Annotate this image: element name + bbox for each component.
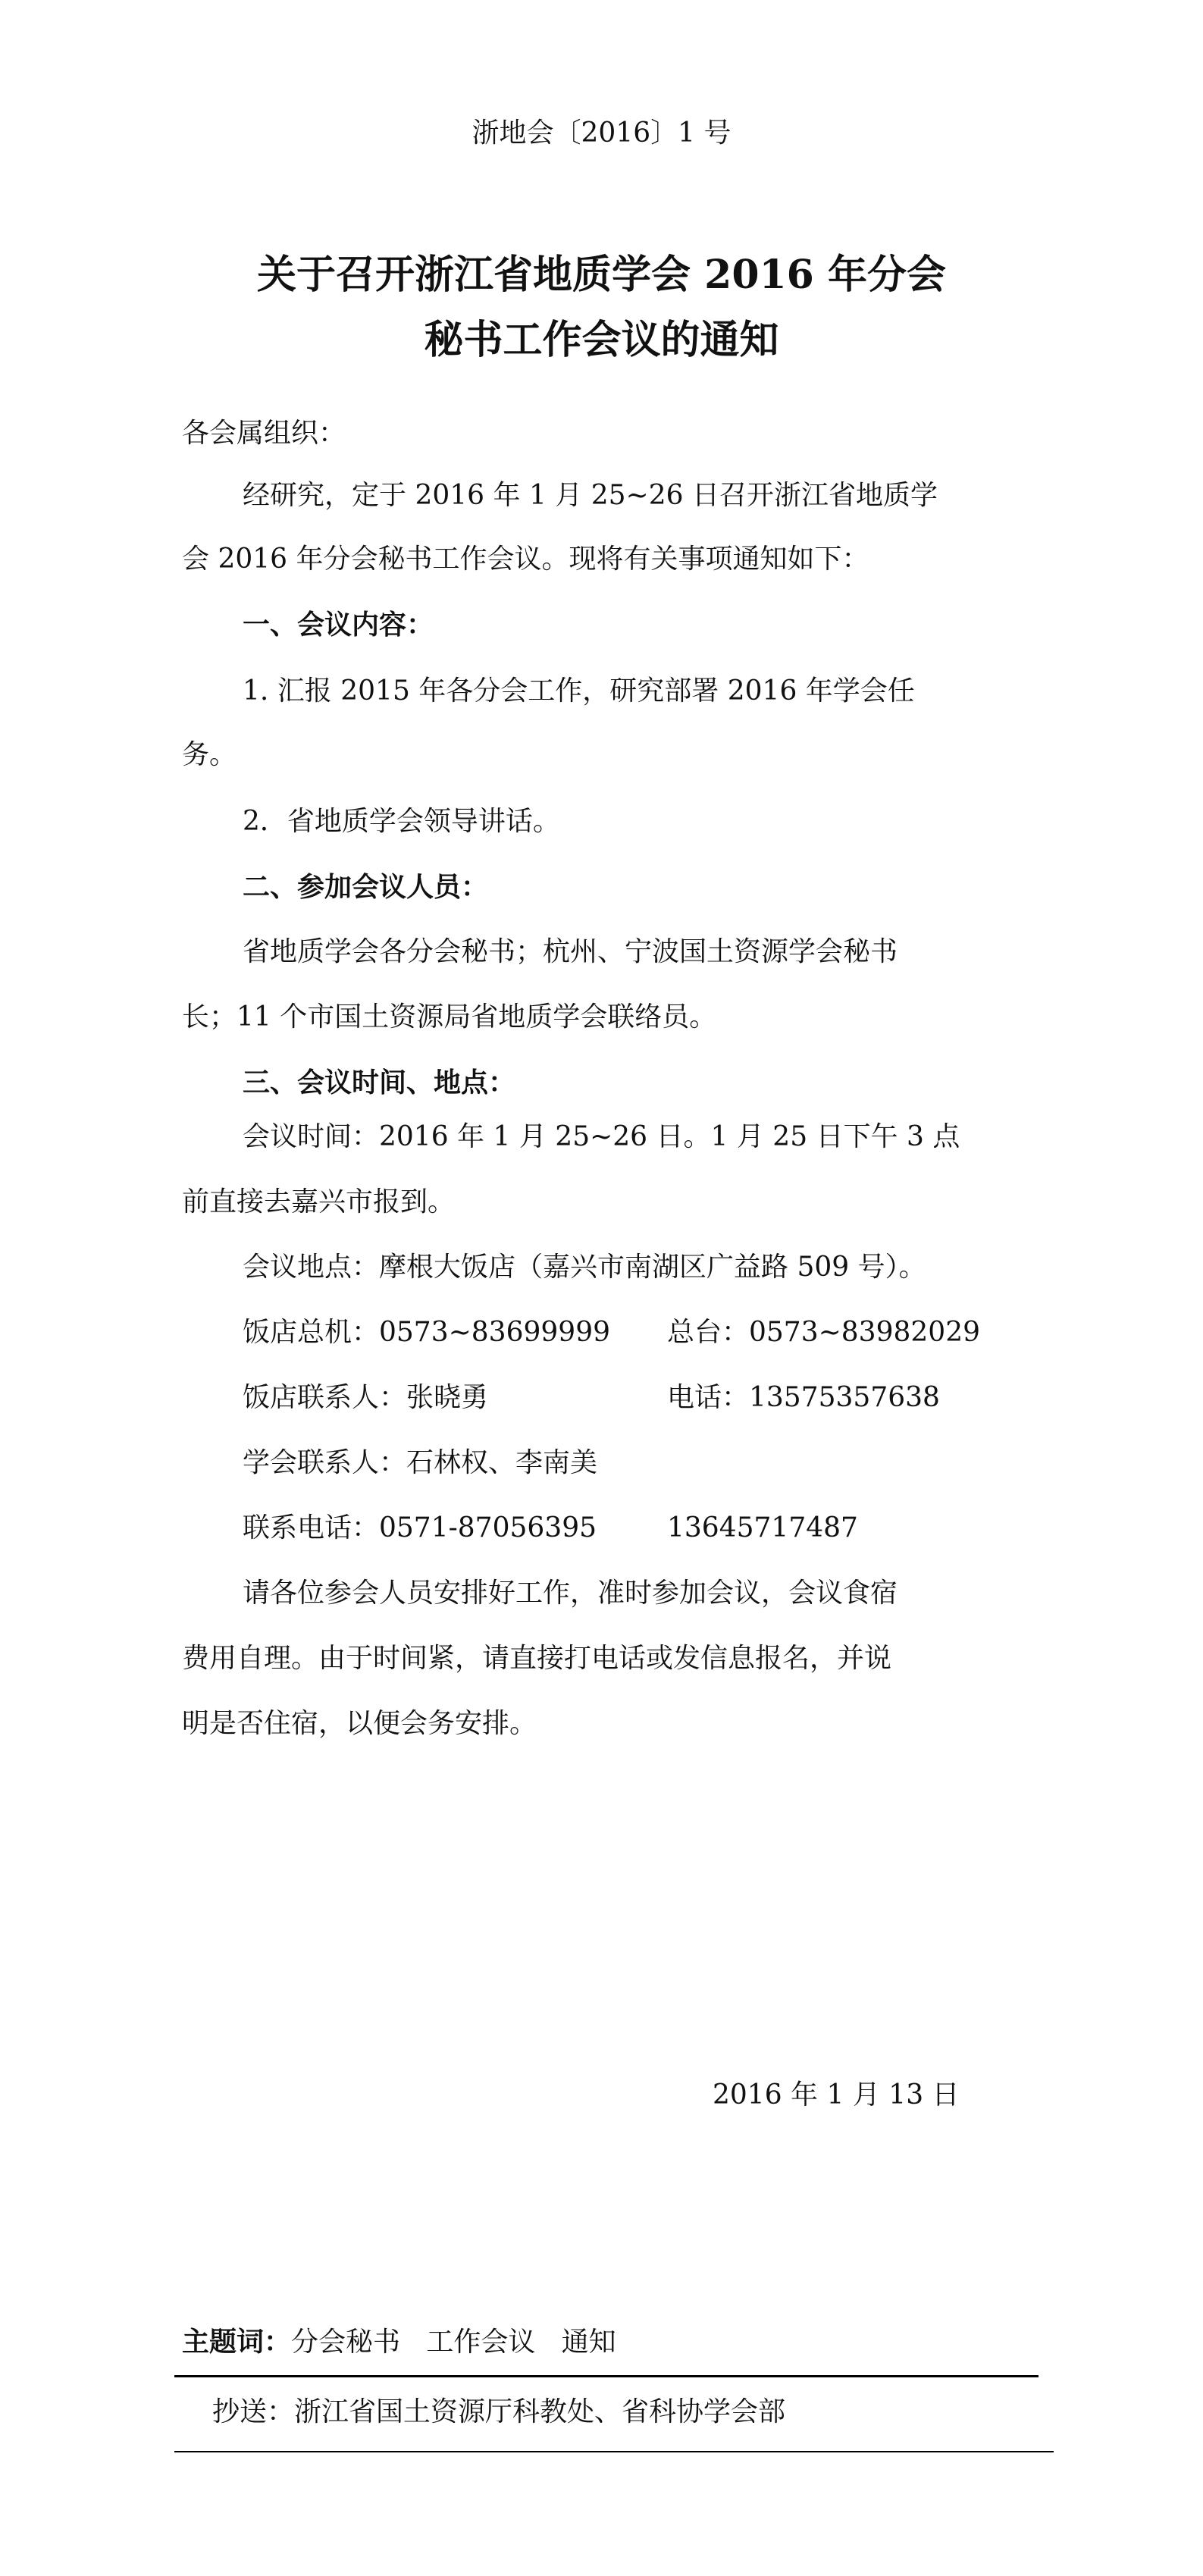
section-1-heading: 一、会议内容： [243,609,434,641]
hotel-contact: 饭店联系人：张晓勇 [243,1382,489,1413]
hotel-main-phone: 饭店总机：0573~83699999 [243,1317,611,1348]
document-number: 浙地会〔2016〕1 号 [471,118,732,149]
salutation: 各会属组织： [182,418,346,449]
time-line-1: 会议时间：2016 年 1 月 25~26 日。1 月 25 日下午 3 点 [243,1121,960,1152]
document-title-line-2: 秘书工作会议的通知 [424,317,779,363]
venue: 会议地点：摩根大饭店（嘉兴市南湖区广益路 509 号）。 [243,1252,926,1283]
contact-phone: 联系电话：0571-87056395 [243,1512,597,1543]
closing-line-3: 明是否住宿，以便会务安排。 [182,1708,537,1739]
closing-line-2: 费用自理。由于时间紧，请直接打电话或发信息报名，并说 [182,1643,892,1674]
intro-line-2: 会 2016 年分会秘书工作会议。现将有关事项通知如下： [182,544,869,575]
hotel-switchboard: 总台：0573~83982029 [667,1317,981,1348]
section-3-heading: 三、会议时间、地点： [243,1067,516,1098]
hotel-contact-phone: 电话：13575357638 [667,1382,940,1413]
subject-keywords [182,2324,616,2361]
subject-terms: 分会秘书 工作会议 通知 [291,2327,616,2358]
issue-date: 2016 年 1 月 13 日 [713,2079,960,2111]
contact-mobile: 13645717487 [667,1512,858,1543]
item-2: 2．省地质学会领导讲话。 [243,806,560,837]
attendees-line-1: 省地质学会各分会秘书；杭州、宁波国土资源学会秘书 [243,936,898,967]
subject-label: 主题词： [182,2327,292,2358]
item-1-line-2: 务。 [182,739,237,770]
society-contacts: 学会联系人：石林权、李南美 [243,1447,598,1478]
section-2-heading: 二、参加会议人员： [243,871,489,903]
item-1-line-1: 1. 汇报 2015 年各分会工作，研究部署 2016 年学会任 [243,675,915,707]
closing-line-1: 请各位参会人员安排好工作，准时参加会议，会议食宿 [243,1578,898,1609]
divider-line-bottom [174,2451,1054,2452]
document-title-line-1: 关于召开浙江省地质学会 2016 年分会 [257,252,946,298]
attendees-line-2: 长；11 个市国土资源局省地质学会联络员。 [182,1001,717,1033]
time-line-2: 前直接去嘉兴市报到。 [182,1186,456,1217]
intro-line-1: 经研究，定于 2016 年 1 月 25~26 日召开浙江省地质学 [243,480,938,511]
divider-line [174,2375,1039,2377]
carbon-copy: 抄送：浙江省国土资源厅科教处、省科协学会部 [212,2396,786,2427]
